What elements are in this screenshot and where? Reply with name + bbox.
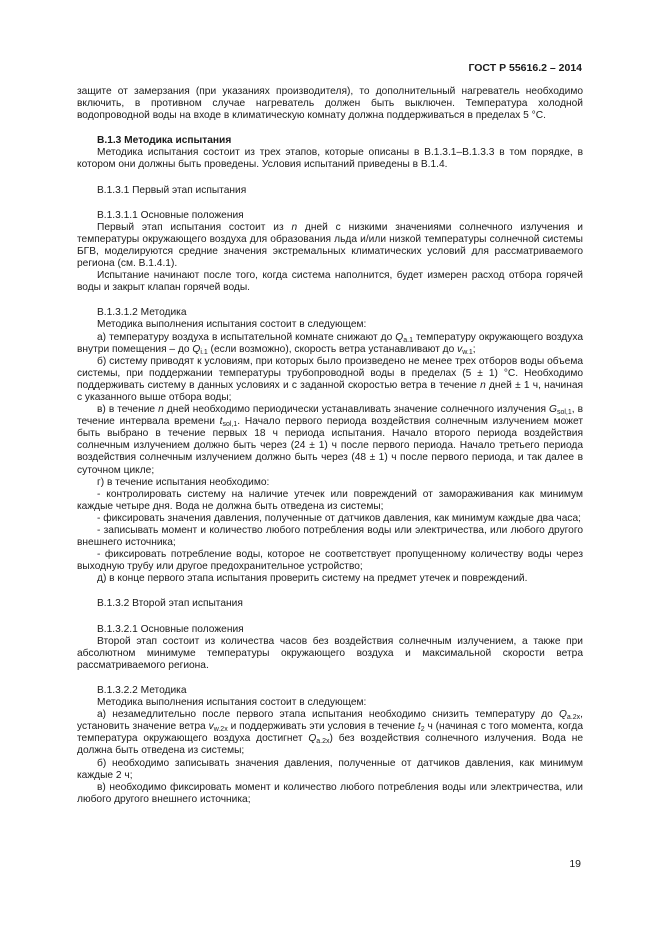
list-item-d2: - фиксировать значения давления, полученные от датчиков давления, как минимум каждые два часа; [97,512,581,524]
list-item-second-a: а) незамедлительно после первого этапа испытания необходимо снизить температуру до $Q_{a.2x}$, установить значение ветра $v_{w.2x}$ и поддерживать эти условия в течение $t_2$ ч (начиная с того момента, когда температура окружающего воздуха достигнет $Q_{a.2x}$) без воздействия солнечного излучения. Вода не должна быть отведена из системы; [77,709,583,757]
section-heading-b131: В.1.3.1 Первый этап испытания [97,184,247,196]
section-heading-b1322: В.1.3.2.2 Методика [97,684,187,696]
page-number: 19 [569,858,581,870]
paragraph-b1321: Второй этап состоит из количества часов без воздействия солнечным излучением, а также при абсолютном минимуме температуры окружающего воздуха и максимальной скорости ветра рассматриваемого региона. [77,635,583,671]
section-heading-b1311: В.1.3.1.1 Основные положения [97,209,244,221]
paragraph-b1322-intro: Методика выполнения испытания состоит в следующем: [97,697,367,709]
list-item-d-intro: г) в течение испытания необходимо: [97,476,270,488]
section-heading-b1321: В.1.3.2.1 Основные положения [97,623,244,635]
list-item-d1: - контролировать систему на наличие утечек или повреждений от замораживания как минимум каждые четыре дня. Вода не должна быть отведена из системы; [77,488,583,512]
paragraph-intro: защите от замерзания (при указаниях производителя), то дополнительный нагреватель необходимо включить, в противном случае нагреватель должен быть выключен. Температура холодной водопроводной воды на входе в климатическую комнату должна поддерживаться в пределах 5 °С. [77,86,583,122]
paragraph-b1312-intro: Методика выполнения испытания состоит в следующем: [97,319,367,331]
section-heading-b1312: В.1.3.1.2 Методика [97,307,187,319]
document-body [77,86,583,806]
section-heading-b132: В.1.3.2 Второй этап испытания [97,598,243,610]
list-item-c: в) в течение n дней необходимо периодически устанавливать значение солнечного излучения $G_{sol,1}$, в течение интервала времени $t_{sol,1}$. Начало первого периода воздействия солнечным излучением может быть выбрано в течение первых 18 ч периода испытания. Начало второго периода воздействия солнечным излучением должно быть через (24 ± 1) ч после первого периода. Начало третьего периода воздействия солнечным излучением должно быть через (48 ± 1) ч после первого периода, и так далее в суточном цикле; [77,404,584,476]
list-item-e: д) в конце первого этапа испытания проверить систему на предмет утечек и повреждений. [97,573,528,585]
list-item-d3: - записывать момент и количество любого потребления воды или электричества, или любого другого внешнего источника; [77,525,583,549]
list-item-second-b: б) необходимо записывать значения давления, полученные от датчиков давления, как минимум каждые 2 ч; [77,757,583,781]
list-item-a: а) температуру воздуха в испытательной комнате снижают до $Q_{a.1}$ температуру окружающего воздуха внутри помещения – до $Q_{i.1}$ (если возможно), скорость ветра устанавливают до $v_{w.1}$; [77,331,583,356]
list-item-second-c: в) необходимо фиксировать момент и количество любого потребления воды или электричества, или любого другого внешнего источника; [77,781,583,805]
section-heading-b13: В.1.3 Методика испытания [97,135,232,147]
list-item-b: б) систему приводят к условиям, при которых было произведено не менее трех отборов воды объема системы, при поддержании температуры трубопроводной воды в пределах (5 ± 1) °С. Необходимо поддерживать систему в данных условиях и с заданной скоростью ветра в течение n дней ± 1 ч, начиная с указанного выше отбора воды; [77,355,583,403]
paragraph-b1311-a: Первый этап испытания состоит из n дней с низкими значениями солнечного излучения и температуры окружающего воздуха для образования льда и/или низкой температуры солнечной системы БГВ, моделируются средние значения экстремальных климатических условий для рассматриваемого региона (см. В.1.4.1). [77,221,583,270]
paragraph-b1311-b: Испытание начинают после того, когда система наполнится, будет измерен расход отбора горячей воды и закрыт клапан горячей воды. [77,270,583,294]
paragraph-b13: Методика испытания состоит из трех этапов, которые описаны в В.1.3.1–В.1.3.3 в том порядке, в котором они должны быть проведены. Условия испытаний приведены в В.1.4. [77,147,583,171]
standard-header: ГОСТ Р 55616.2 – 2014 [468,62,582,74]
list-item-d4: - фиксировать потребление воды, которое не соответствует пропущенному количеству воды через выходную трубу или другое предохранительное устройство; [77,549,583,573]
